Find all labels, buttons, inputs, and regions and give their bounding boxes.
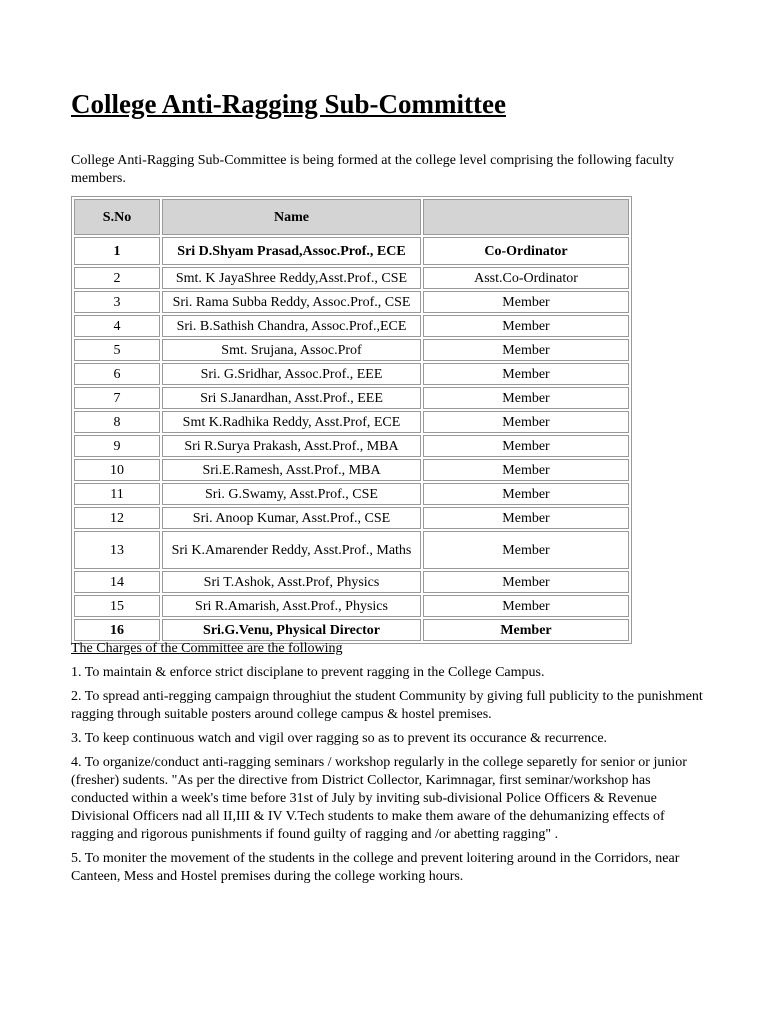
cell-role: Member [423, 531, 629, 569]
table-header-row [74, 199, 629, 235]
cell-sno: 15 [74, 595, 160, 617]
cell-role: Member [423, 387, 629, 409]
page-title: College Anti-Ragging Sub-Committee [71, 89, 506, 119]
cell-role: Member [423, 291, 629, 313]
table-row [74, 435, 629, 457]
charge-item: 3. To keep continuous watch and vigil over ragging so as to prevent its occurance & recurrence. [71, 731, 608, 746]
cell-role: Member [423, 411, 629, 433]
charge-item: 5. To moniter the movement of the students in the college and prevent loitering around in the Corridors, near Canteen, Mess and Hostel premises during the college working hours. [71, 851, 680, 884]
cell-name: Sri.E.Ramesh, Asst.Prof., MBA [162, 459, 421, 481]
cell-name: Sri. Anoop Kumar, Asst.Prof., CSE [162, 507, 421, 529]
table-row [74, 411, 629, 433]
cell-sno: 5 [74, 339, 160, 361]
cell-role: Member [423, 483, 629, 505]
table-row [74, 267, 629, 289]
cell-name: Sri. G.Sridhar, Assoc.Prof., EEE [162, 363, 421, 385]
cell-role: Member [423, 339, 629, 361]
table-row [74, 291, 629, 313]
table-row [74, 619, 629, 641]
table-row [74, 571, 629, 593]
table-body [74, 237, 629, 641]
table-row [74, 237, 629, 265]
cell-role: Asst.Co-Ordinator [423, 267, 629, 289]
cell-sno: 16 [74, 619, 160, 641]
cell-name: Sri R.Surya Prakash, Asst.Prof., MBA [162, 435, 421, 457]
cell-name: Smt K.Radhika Reddy, Asst.Prof, ECE [162, 411, 421, 433]
table-row [74, 363, 629, 385]
intro-paragraph: College Anti-Ragging Sub-Committee is being formed at the college level comprising the following faculty members. [71, 153, 675, 186]
table-row [74, 339, 629, 361]
cell-name: Sri. Rama Subba Reddy, Assoc.Prof., CSE [162, 291, 421, 313]
cell-role: Member [423, 571, 629, 593]
cell-name: Sri S.Janardhan, Asst.Prof., EEE [162, 387, 421, 409]
cell-sno: 9 [74, 435, 160, 457]
cell-name: Sri K.Amarender Reddy, Asst.Prof., Maths [162, 531, 421, 569]
cell-sno: 8 [74, 411, 160, 433]
cell-role: Member [423, 363, 629, 385]
table-row [74, 387, 629, 409]
cell-role: Member [423, 435, 629, 457]
cell-role: Member [423, 315, 629, 337]
cell-name: Sri D.Shyam Prasad,Assoc.Prof., ECE [162, 237, 421, 265]
header-name: Name [162, 199, 421, 235]
cell-sno: 3 [74, 291, 160, 313]
cell-name: Sri R.Amarish, Asst.Prof., Physics [162, 595, 421, 617]
cell-name: Sri.G.Venu, Physical Director [162, 619, 421, 641]
cell-role: Member [423, 619, 629, 641]
charge-item: 1. To maintain & enforce strict disciplane to prevent ragging in the College Campus. [71, 665, 545, 680]
charge-item: 2. To spread anti-regging campaign throughiut the student Community by giving full publicity to the punishment ragging through suitable posters around college campus & hostel premises. [71, 689, 703, 722]
cell-role: Co-Ordinator [423, 237, 629, 265]
header-sno: S.No [74, 199, 160, 235]
cell-sno: 13 [74, 531, 160, 569]
charge-item: 4. To organize/conduct anti-ragging seminars / workshop regularly in the college separetly for senior or junior (fresher) sudents. "As per the directive from District Collector, Karimnagar, first seminar/workshop has conducted within a week's time before 31st of July by inviting sub-divisional Police Officers & Revenue Divisional Officers nad all II,III & IV V.Tech students to make them aware of the dehumanizing effects of ragging and rigorous punishments if found guilty of ragging and /or abetting ragging" . [71, 755, 687, 842]
cell-sno: 11 [74, 483, 160, 505]
cell-sno: 6 [74, 363, 160, 385]
cell-sno: 14 [74, 571, 160, 593]
table-row [74, 595, 629, 617]
cell-sno: 4 [74, 315, 160, 337]
table-row [74, 531, 629, 569]
cell-role: Member [423, 595, 629, 617]
cell-sno: 12 [74, 507, 160, 529]
cell-name: Sri. B.Sathish Chandra, Assoc.Prof.,ECE [162, 315, 421, 337]
cell-name: Smt. K JayaShree Reddy,Asst.Prof., CSE [162, 267, 421, 289]
cell-sno: 2 [74, 267, 160, 289]
table-row [74, 315, 629, 337]
cell-name: Sri T.Ashok, Asst.Prof, Physics [162, 571, 421, 593]
cell-role: Member [423, 507, 629, 529]
table-row [74, 507, 629, 529]
committee-table [71, 196, 632, 644]
cell-role: Member [423, 459, 629, 481]
cell-name: Smt. Srujana, Assoc.Prof [162, 339, 421, 361]
charges-list [71, 664, 703, 886]
cell-sno: 10 [74, 459, 160, 481]
charges-section [71, 640, 703, 892]
table-row [74, 483, 629, 505]
charges-title: The Charges of the Committee are the following [71, 641, 343, 656]
table-row [74, 459, 629, 481]
cell-name: Sri. G.Swamy, Asst.Prof., CSE [162, 483, 421, 505]
cell-sno: 1 [74, 237, 160, 265]
header-role [423, 199, 629, 235]
cell-sno: 7 [74, 387, 160, 409]
